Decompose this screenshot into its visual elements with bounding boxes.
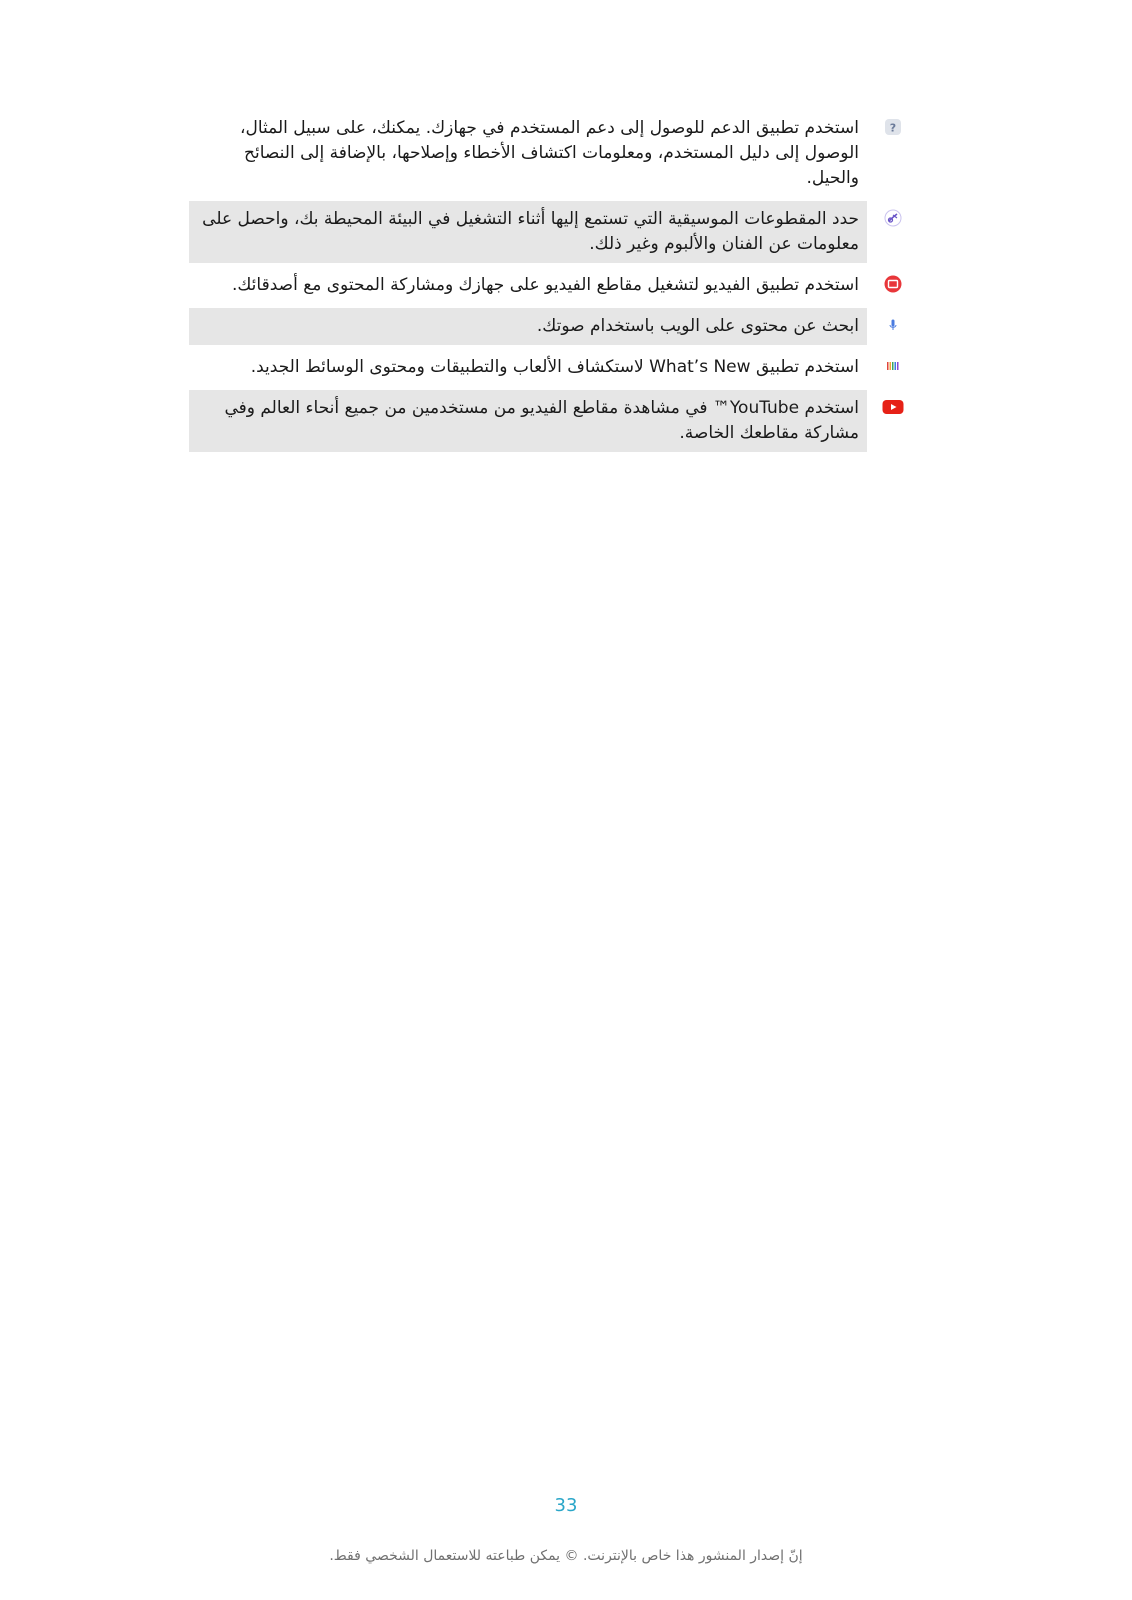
app-description: حدد المقطوعات الموسيقية التي تستمع إليها أثناء التشغيل في البيئة المحيطة بك، واحصل على معلومات عن الفنان والألبوم وغير ذلك. (189, 201, 867, 263)
video-app-icon (884, 275, 902, 293)
app-description: استخدم YouTube™ في مشاهدة مقاطع الفيديو من مستخدمين من جميع أنحاء العالم وفي مشاركة مقاطعك الخاصة. (189, 390, 867, 452)
app-row-youtube (189, 390, 918, 452)
app-description: استخدم تطبيق الدعم للوصول إلى دعم المستخدم في جهازك. يمكنك، على سبيل المثال، الوصول إلى دليل المستخدم، ومعلومات اكتشاف الأخطاء وإصلاحها، بالإضافة إلى النصائح والحيل. (239, 118, 859, 188)
icon-cell (867, 201, 918, 263)
app-description: استخدم تطبيق What’s New لاستكشاف الألعاب والتطبيقات ومحتوى الوسائط الجديد. (250, 357, 859, 377)
icon-cell (867, 390, 918, 452)
icon-cell (867, 110, 918, 197)
support-help-icon (884, 118, 902, 136)
youtube-icon (882, 398, 904, 416)
icon-cell (867, 349, 918, 386)
app-row-whats-new (189, 349, 918, 386)
icon-cell (867, 308, 918, 345)
footer-notice: إنّ إصدار المنشور هذا خاص بالإنترنت. © يمكن طباعته للاستعمال الشخصي فقط. (329, 1548, 803, 1564)
app-row-voice-search (189, 308, 918, 345)
voice-search-microphone-icon (884, 316, 902, 334)
trackid-music-icon (884, 209, 902, 227)
app-description: ابحث عن محتوى على الويب باستخدام صوتك. (189, 308, 867, 345)
app-row-trackid (189, 201, 918, 263)
apps-table (189, 110, 918, 456)
svg-text:?: ? (889, 121, 896, 135)
app-row-support (189, 110, 918, 197)
whats-new-icon (884, 357, 902, 375)
app-row-video (189, 267, 918, 304)
page-number: 33 (554, 1495, 578, 1516)
icon-cell (867, 267, 918, 304)
app-description: استخدم تطبيق الفيديو لتشغيل مقاطع الفيديو على جهازك ومشاركة المحتوى مع أصدقائك. (231, 275, 859, 295)
